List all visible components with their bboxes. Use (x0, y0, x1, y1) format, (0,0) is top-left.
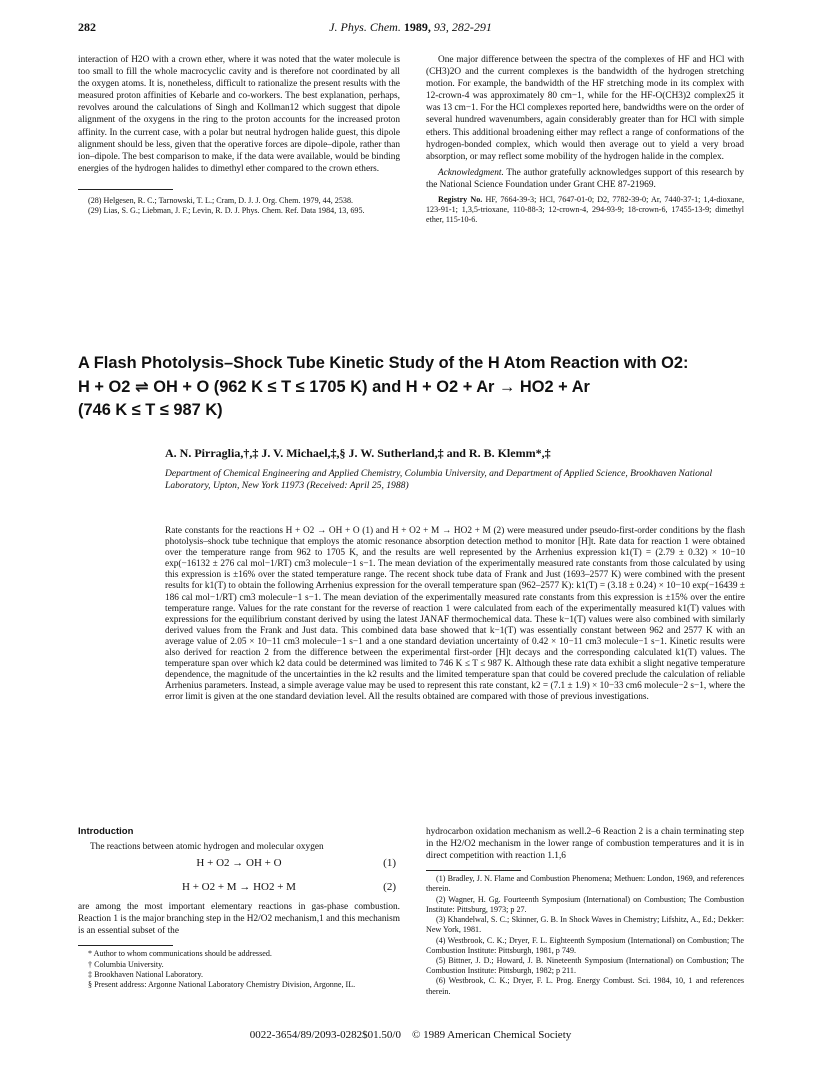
footnote-rule (78, 945, 173, 946)
reference-5: (5) Bittner, J. D.; Howard, J. B. Nineteenth Symposium (International) on Combustion; The Combustion Institute: Pittsburgh, 1982; p 211. (426, 955, 744, 976)
journal-volume-pages: 93, 282-291 (433, 20, 492, 34)
equation-1 (78, 853, 400, 877)
bandwidth-paragraph: One major difference between the spectra of the complexes of HF and HCl with (CH3)2O and the current complexes is the bandwidth of the hydrogen stretching motion. For example, the bandwidth of the HF stretching mode in its complex with 12-crown-4 was approximately 80 cm−1, while for the HF-O(CH3)2 complex25 it was 13 cm−1. For the HCl complexes reported here, bandwidths were on the order of several hundred wavenumbers, again considerably greater than for HCl with simple ethers. This additional broadening either may reflect a range of conformations of the hydrogen-bonded complex, which would then average out to yield a very broad absorption, or may reflect some mobility of the hydrogen halide in the complex. (426, 55, 744, 162)
journal-year: 1989, (403, 20, 431, 34)
introduction-paragraph-2: are among the most important elementary reactions in gas-phase combustion. Reaction 1 is the major branching step in the H2/O2 mechanism,1 and this mechanism is an essential subset of the (78, 902, 400, 937)
equation-2 (78, 877, 400, 901)
page-number: 282 (78, 20, 96, 34)
footnote-brookhaven: ‡ Brookhaven National Laboratory. (88, 969, 203, 979)
author-affiliation: Department of Chemical Engineering and Applied Chemistry, Columbia University, and Department of Applied Science, Brookhaven National Laboratory, Upton, New York 11973 (Received: April 25, 1988) (165, 468, 713, 492)
running-header (78, 20, 743, 38)
footnote-present-address: § Present address: Argonne National Laboratory Chemistry Division, Argonne, IL. (88, 980, 356, 990)
previous-article-right-column (426, 54, 744, 226)
previous-article-references (78, 196, 400, 216)
previous-article-paragraph: interaction of H2O with a crown ether, where it was noted that the water molecule is too small to fill the whole macrocyclic cavity and is therefore not coordinated by all the oxygen atoms. It is, nonetheless, difficult to rationalize the present results with the measured proton affinities of Kebarle and co-workers. The best explanation, perhaps, revolves around the calculations of Singh and Kollman12 which suggest that dipole alignment of the oxygens in the ring to the proton accounts for the increased proton affinity. In the current case, with a polar but neutral hydrogen halide guest, this dipole alignment should be less, given that the operative forces are dipole–dipole, rather than ion–dipole. The best comparison to make, if the data were available, would be binding energies of the hydrogen halides to dimethyl ether compared to the crown ethers. (78, 55, 400, 174)
introduction-paragraph-1: The reactions between atomic hydrogen and molecular oxygen (90, 842, 324, 853)
equation-1-expression: H + O2 → OH + O (196, 857, 282, 870)
acknowledgment (426, 167, 744, 191)
reference-28: (28) Helgesen, R. C.; Tarnowski, T. L.; Cram, D. J. J. Org. Chem. 1979, 44, 2538. (88, 195, 354, 205)
reference-3: (3) Khandelwal, S. C.; Skinner, G. B. In Shock Waves in Chemistry; Lifshitz, A., Ed.; Dekker: New York, 1981. (426, 915, 744, 935)
journal-citation (78, 20, 743, 35)
equation-2-number: (2) (383, 881, 396, 894)
copyright: © 1989 American Chemical Society (411, 1029, 572, 1041)
article-code: 0022-3654/89/2093-0282$01.50/0 (249, 1029, 401, 1041)
reference-6: (6) Westbrook, C. K.; Dryer, F. L. Prog. Energy Combust. Sci. 1984, 10, 1 and references therein. (426, 976, 744, 996)
abstract: Rate constants for the reactions H + O2 → OH + O (1) and H + O2 + M → HO2 + M (2) were measured under pseudo-first-order conditions by the flash photolysis–shock tube technique that employs the atomic resonance absorption detection method to monitor [H]t. Rate data for reaction 1 were obtained over the temperature range from 962 to 1705 K, and the results are well represented by the Arrhenius expression k1(T) = (2.79 ± 0.32) × 10−10 exp(−16132 ± 276 cal mol−1/RT) cm3 molecule−1 s−1. The mean deviation of the experimentally measured rate constants from those calculated by using this expression is ±16% over the stated temperature range. The recent shock tube data of Frank and Just (1693–2577 K) were combined with the present results for k1(T) to obtain the following Arrhenius expression for the overall temperature span (962–2577 K): k1(T) = (3.18 ± 0.24) × 10−10 exp(−16439 ± 186 cal mol−1/RT) cm3 molecule−1 s−1. The mean deviation of the experimentally measured rate constants from this expression is ±15% over the entire temperature range. Values for the rate constant for the reverse of reaction 1 were calculated from each of the experimentally measured k1(T) values with expressions for the equilibrium constant derived by using the latest JANAF thermochemical data. These k−1(T) values were also combined with similarly derived values from the Frank and Just data. This combined data base showed that k−1(T) was essentially constant between 962 and 2577 K with an average value of 2.05 × 10−11 cm3 molecule−1 s−1 and a one standard deviation uncertainty of 0.42 × 10−11 cm3 molecule−1 s−1. Kinetic results were also derived for reaction 2 from the difference between the experimental first-order [H]t decays and the corresponding calculated k1(T) values. The temperature span over which k2 data could be determined was limited to 746 K ≤ T ≤ 987 K. Although these rate data exhibit a slight negative temperature dependence, the magnitude of the uncertainties in the k2 results and the limited temperature span that could be covered preclude the calculation of reliable Arrhenius parameters. Instead, a simple average value may be used to represent this rate constant, k2 = (7.1 ± 1.9) × 10−33 cm6 molecule−2 s−1, where the error limit is given at the one standard deviation level. All the results obtained are compared with those of previous investigations. (165, 526, 745, 703)
equation-2-expression: H + O2 + M → HO2 + M (182, 881, 296, 894)
reference-4: (4) Westbrook, C. K.; Dryer, F. L. Eighteenth Symposium (International) on Combustion; The Combustion Institute: Pittsburgh, 1981, p 749. (426, 935, 744, 955)
previous-article-left-column (78, 54, 400, 216)
footnote-columbia: † Columbia University. (88, 959, 164, 969)
acknowledgment-label: Acknowledgment. (438, 167, 504, 178)
author-list: A. N. Pirraglia,†,‡ J. V. Michael,‡,§ J. W. Sutherland,‡ and R. B. Klemm*,‡ (165, 446, 551, 460)
journal-name: J. Phys. Chem. (329, 20, 401, 34)
equation-1-number: (1) (383, 857, 396, 870)
author-footnotes (78, 949, 400, 990)
introduction-references (426, 874, 744, 996)
footnote-corresponding: * Author to whom communications should be addressed. (88, 949, 272, 959)
title-line-3: (746 K ≤ T ≤ 987 K) (78, 401, 223, 419)
page-footer (0, 1029, 821, 1041)
footnote-rule (78, 189, 173, 190)
introduction-heading: Introduction (78, 826, 134, 837)
article-title (78, 352, 758, 423)
footnote-rule (426, 870, 521, 871)
introduction-right-column (426, 826, 744, 997)
acknowledgment-text: The author gratefully acknowledges support of this research by the National Science Foundation under Grant CHE 87-21969. (426, 167, 744, 190)
reference-2: (2) Wagner, H. Gg. Fourteenth Symposium (International) on Combustion; The Combustion Institute: Pittsburg, 1973; p 27. (426, 894, 744, 914)
registry-text: HF, 7664-39-3; HCl, 7647-01-0; D2, 7782-39-0; Ar, 7440-37-1; 1,4-dioxane, 123-91-1; 1,3,5-trioxane, 110-88-3; 12-crown-4, 294-93-9; 18-crown-6, 17455-13-9; dimethyl ether, 115-10-6. (426, 195, 745, 225)
title-line-2: H + O2 ⇌ OH + O (962 K ≤ T ≤ 1705 K) and H + O2 + Ar → HO2 + Ar (78, 377, 590, 396)
reference-1: (1) Bradley, J. N. Flame and Combustion Phenomena; Methuen: London, 1969, and references therein. (426, 874, 744, 894)
introduction-left-column (78, 826, 400, 990)
introduction-continuation: hydrocarbon oxidation mechanism as well.2–6 Reaction 2 is a chain terminating step in the H2/O2 mechanism in the lower range of combustion temperatures and it is in direct competition with reaction 1.1,6 (426, 827, 744, 862)
registry-numbers (426, 195, 744, 226)
title-line-1: A Flash Photolysis–Shock Tube Kinetic Study of the H Atom Reaction with O2: (78, 354, 689, 372)
registry-label: Registry No. (438, 195, 483, 205)
reference-29: (29) Lias, S. G.; Liebman, J. F.; Levin, R. D. J. Phys. Chem. Ref. Data 1984, 13, 695. (88, 206, 365, 216)
